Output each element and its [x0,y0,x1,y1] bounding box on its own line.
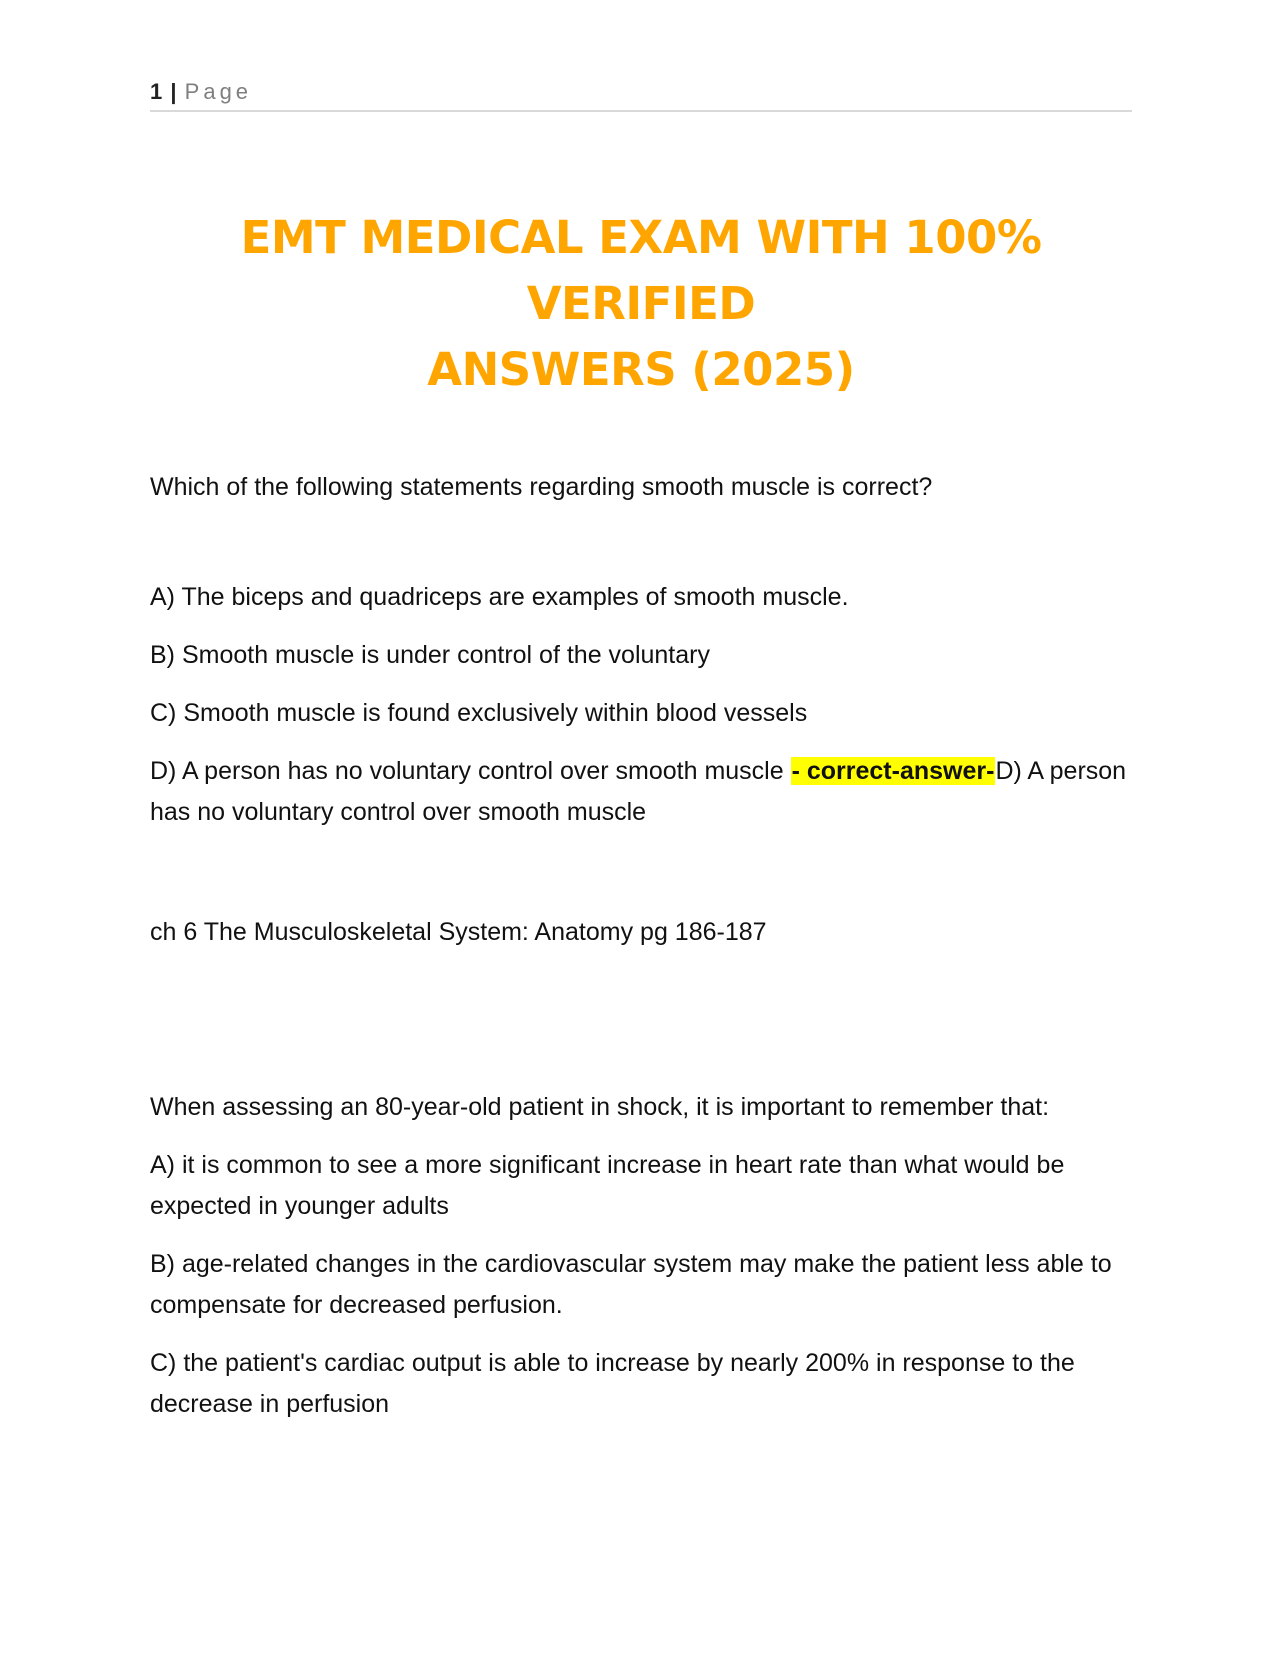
q1-question: Which of the following statements regarding smooth muscle is correct? [150,473,933,501]
title-line-1: EMT MEDICAL EXAM WITH 100% VERIFIED [240,211,1042,330]
page-number: 1 [150,79,163,104]
q1-option-b: B) Smooth muscle is under control of the voluntary [150,641,710,669]
page-separator: | [170,79,177,104]
q2-question: When assessing an 80-year-old patient in shock, it is important to remember that: [150,1093,1050,1121]
q1-option-a: A) The biceps and quadriceps are examples of smooth muscle. [150,583,849,611]
page-label: Page [184,79,253,104]
correct-answer-marker: - correct-answer- [791,757,995,785]
title-line-2: ANSWERS (2025) [427,343,855,396]
document-title [150,205,1132,403]
page-header [150,78,1132,112]
q2-option-c: C) the patient's cardiac output is able to increase by nearly 200% in response to the decrease in perfusion [150,1349,1075,1418]
q2-option-b: B) age-related changes in the cardiovascular system may make the patient less able to compensate for decreased perfusion. [150,1250,1112,1319]
q1-option-d-text: D) A person has no voluntary control over smooth muscle [150,757,791,785]
q1-answer-text: D) A person has no voluntary control over smooth muscle [150,757,1127,826]
q1-option-d [150,751,1140,833]
q1-option-c: C) Smooth muscle is found exclusively within blood vessels [150,699,808,727]
q1-reference: ch 6 The Musculoskeletal System: Anatomy pg 186-187 [150,918,767,946]
q2-option-a: A) it is common to see a more significant increase in heart rate than what would be expected in younger adults [150,1151,1065,1220]
